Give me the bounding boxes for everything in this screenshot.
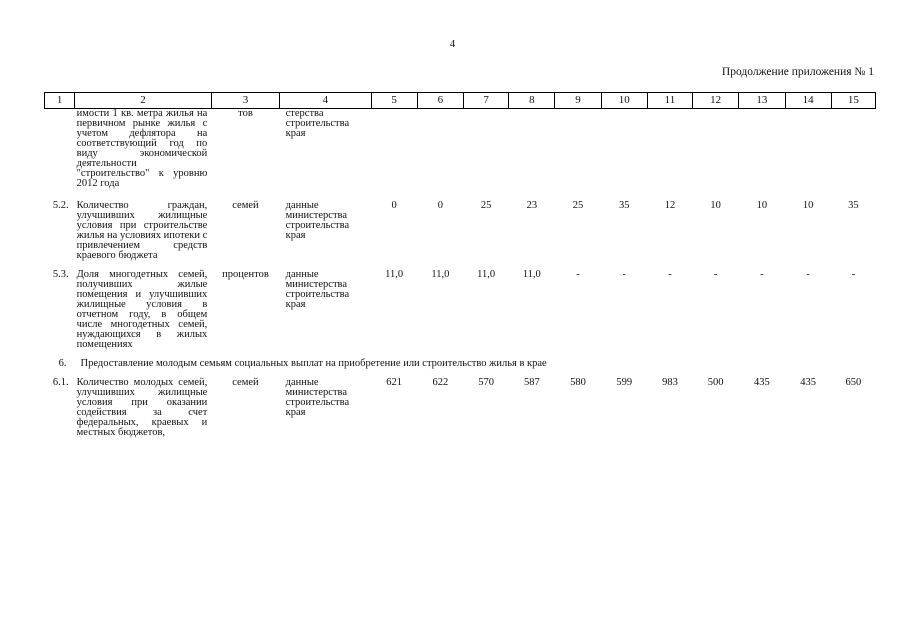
value-cell: 435 bbox=[800, 377, 816, 388]
header-cell: 14 bbox=[785, 93, 831, 109]
row-number bbox=[45, 109, 75, 190]
value-cell: 35 bbox=[619, 200, 630, 211]
indicator-name: Количество граждан, улучшивших жилищные условия при строительстве жилья на условиях ипотеки с привлечением средств краевого бюджета bbox=[76, 200, 208, 261]
header-cell: 5 bbox=[371, 93, 417, 109]
header-cell: 12 bbox=[693, 93, 739, 109]
value-cell: - bbox=[622, 269, 626, 280]
value-cell: 650 bbox=[845, 377, 862, 388]
header-cell: 4 bbox=[280, 93, 371, 109]
source-cell: данные министерства строительства края bbox=[285, 200, 350, 241]
value-cell: 11,0 bbox=[477, 269, 496, 280]
row-number: 5.3. bbox=[52, 269, 69, 280]
value-cell: 11,0 bbox=[431, 269, 450, 280]
value-cell: 983 bbox=[662, 377, 678, 388]
value-cell: - bbox=[760, 269, 764, 280]
indicator-name: имости 1 кв. метра жилья на первичном рынке жилья с учетом дефлятора на соответствующий год по виду экономической деятельности "строительство" к уровню 2012 года bbox=[76, 108, 208, 189]
value-cell: 621 bbox=[386, 377, 403, 388]
value-cell: 25 bbox=[572, 200, 584, 211]
value-cell: 35 bbox=[848, 200, 859, 211]
header-cell: 15 bbox=[831, 93, 875, 109]
section-heading bbox=[45, 359, 876, 369]
header-cell: 11 bbox=[647, 93, 692, 109]
header-cell: 2 bbox=[75, 93, 212, 109]
value-cell: 12 bbox=[664, 200, 676, 211]
value-cell: 0 bbox=[437, 200, 444, 211]
value-cell: 11,0 bbox=[522, 269, 541, 280]
value-cell: 10 bbox=[802, 200, 814, 211]
header-cell: 13 bbox=[739, 93, 785, 109]
value-cell: - bbox=[713, 269, 718, 280]
row-number: 5.2. bbox=[52, 200, 69, 211]
value-cell: 500 bbox=[707, 377, 724, 388]
value-cell: 10 bbox=[710, 200, 721, 211]
value-cell: 10 bbox=[756, 200, 768, 211]
value-cell: 599 bbox=[616, 377, 633, 388]
page-number: 4 bbox=[449, 38, 456, 50]
table-row bbox=[45, 270, 876, 350]
section-number: 6. bbox=[58, 358, 67, 369]
header-cell: 6 bbox=[417, 93, 463, 109]
indicator-name: Доля многодетных семей, получивших жилые помещения и улучшивших жилищные условия в отчетном году, в общем числе многодетных семей, нуждающихся в жилых помещениях bbox=[76, 269, 208, 350]
source-cell: стерства строительства края bbox=[285, 108, 350, 139]
source-cell: данные министерства строительства края bbox=[285, 377, 350, 418]
unit-cell: процентов bbox=[222, 269, 269, 280]
value-cell: - bbox=[668, 269, 672, 280]
value-cell: 587 bbox=[523, 377, 540, 388]
value-cell: - bbox=[576, 269, 580, 280]
value-cell bbox=[371, 109, 875, 190]
header-cell: 8 bbox=[509, 93, 555, 109]
value-cell: 25 bbox=[480, 200, 492, 211]
indicator-name: Количество молодых семей, улучшивших жилищные условия при оказании содействия за счет федеральных, краевых и местных бюджетов, bbox=[76, 377, 208, 438]
header-cell: 10 bbox=[601, 93, 647, 109]
source-cell: данные министерства строительства края bbox=[285, 269, 350, 310]
continuation-label: Продолжение приложения № 1 bbox=[721, 66, 874, 78]
unit-cell: тов bbox=[238, 108, 253, 119]
header-cell: 7 bbox=[464, 93, 509, 109]
value-cell: 0 bbox=[391, 200, 397, 211]
value-cell: 570 bbox=[478, 377, 494, 388]
value-cell: 11,0 bbox=[385, 269, 404, 280]
table-row bbox=[45, 378, 876, 438]
table-row bbox=[45, 109, 876, 190]
indicators-table bbox=[44, 92, 876, 438]
value-cell: 435 bbox=[754, 377, 770, 388]
value-cell: 23 bbox=[526, 200, 538, 211]
value-cell: - bbox=[806, 269, 810, 280]
value-cell: 580 bbox=[570, 377, 586, 388]
value-cell: - bbox=[851, 269, 856, 280]
table-row bbox=[45, 201, 876, 261]
value-cell: 622 bbox=[432, 377, 449, 388]
section-title: Предоставление молодым семьям социальных выплат на приобретение или строительство жилья в крае bbox=[80, 358, 547, 369]
header-row bbox=[45, 93, 876, 109]
unit-cell: семей bbox=[232, 200, 259, 211]
header-cell: 9 bbox=[555, 93, 601, 109]
section-row bbox=[45, 359, 876, 369]
header-cell: 1 bbox=[45, 93, 75, 109]
row-number: 6.1. bbox=[52, 377, 69, 388]
header-cell: 3 bbox=[211, 93, 279, 109]
unit-cell: семей bbox=[232, 377, 259, 388]
